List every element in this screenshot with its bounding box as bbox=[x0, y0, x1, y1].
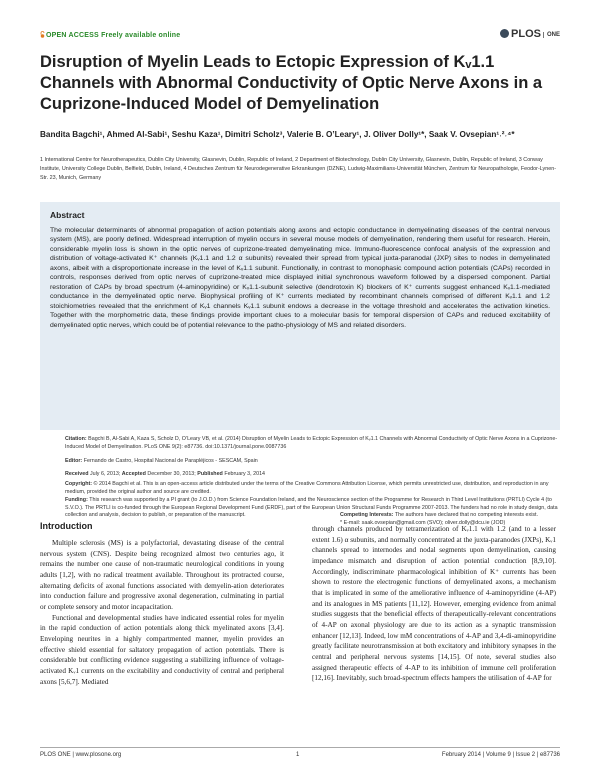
freely-available-label: Freely available online bbox=[101, 32, 181, 39]
editor-text: Fernando de Castro, Hospital Nacional de Parapléjicos - SESCAM, Spain bbox=[83, 458, 258, 464]
published-date: February 3, 2014 bbox=[224, 471, 266, 477]
affiliations: 1 International Centre for Neurotherapeutics, Dublin City University, Glasnevin, Dublin, Republic of Ireland, 2 Department of Biotechnology, Dublin City University, Glasnevin, Dublin, Republic of Ireland, 3 Conway Institute, University College Dublin, Belfield, Dublin, Ireland, 4 Deutsches Zentrum für Neurodegenerative Erkrankungen (DZNE), Ludwig-Maximilians-Universität München, Zentrum für Neuropathologie, Feodor-Lynen-Str. 23, Munich, Germany bbox=[40, 157, 557, 182]
plos-one-logo bbox=[500, 28, 560, 40]
citation-text: Bagchi B, Al-Sabi A, Kaza S, Scholz D, O’Leary VB, et al. (2014) Disruption of Myelin Leads to Ectopic Expression of Kᵥ1.1 Channels with Abnormal Conductivity of Optic Nerve Axons in a Cuprizone-Induced Model of Demyelination. PLoS ONE 9(2): e87736. doi:10.1371/journal.pone.0087736 bbox=[65, 436, 558, 450]
accepted-label: Accepted bbox=[121, 471, 146, 477]
journal-header bbox=[40, 28, 560, 45]
open-access-lock-icon bbox=[40, 31, 45, 38]
citation-block bbox=[65, 436, 560, 451]
editor-label: Editor: bbox=[65, 458, 83, 464]
left-column bbox=[40, 538, 284, 687]
competing-label: Competing Interests: bbox=[340, 512, 394, 518]
plos-label: PLOS bbox=[511, 28, 541, 40]
accepted-date: December 30, 2013; bbox=[147, 471, 196, 477]
intro-paragraph-3: through channels produced by tetramerization of Kᵥ1.1 with 1.2 (and to a lesser extent 1.6) α subunits, and normally concentrated at the juxta-paranodes (JXPs), Kᵥ1 channels spread to internodes and nodal segments upon demyelination, causing impedance mismatch and disruption of action potential conduction [8,9,10]. Accordingly, indiscriminate pharmacological inhibition of K⁺ currents has been shown to restore the electrogenic functions of demyelinated axons, a mechanism that is implicated in some of the ameliorative influence of 4-aminopyridine (4-AP) and its analogues in MS patients [11,12]. However, emerging evidence from animal studies suggests that the beneficial effects of therapeutically-relevant concentrations of 4-AP on axonal physiology are due to its action as a synaptic transmission enhancer [12,13]. Indeed, low mM concentrations of 4-AP and 3,4-di-aminopyridine greatly facilitate neurotransmission at both excitatory and inhibitory synapses in the central and peripheral nervous systems [14,15]. Of note, several studies also assigned therapeutic effects of 4-AP to its inhibition of immune cell proliferation [12,16]. Inevitably, such broad-spectrum effects hampers the utilisation of 4-AP for bbox=[312, 525, 556, 683]
copyright-text: © 2014 Bagchi et al. This is an open-access article distributed under the terms of the Creative Commons Attribution License, which permits unrestricted use, distribution, and reproduction in any medium, provided the original author and source are credited. bbox=[65, 481, 549, 495]
plos-bubble-icon bbox=[500, 29, 509, 38]
author-list: Bandita Bagchi¹, Ahmed Al-Sabi¹, Seshu Kaza¹, Dimitri Scholz³, Valerie B. O’Leary¹, J. Oliver Dolly¹*, Saak V. Ovsepian¹˒²˒⁴* bbox=[40, 130, 515, 139]
article-title: Disruption of Myelin Leads to Ectopic Expression of Kᵥ1.1 Channels with Abnormal Conductivity of Optic Nerve Axons in a Cuprizone-Induced Model of Demyelination bbox=[40, 53, 543, 113]
one-label: ONE bbox=[543, 32, 560, 38]
received-date: July 6, 2013; bbox=[89, 471, 121, 477]
competing-interests-block bbox=[340, 512, 560, 520]
dates-block bbox=[65, 471, 560, 479]
right-column bbox=[312, 524, 556, 684]
access-label: ACCESS bbox=[68, 32, 99, 39]
editor-block bbox=[65, 458, 560, 466]
intro-paragraph-1: Multiple sclerosis (MS) is a polyfactorial, devastating disease of the central nervous system (CNS). Despite being recognized almost two centuries ago, it remains the number one cause of non-traumatic neurological conditions in young adults [1,2], with no radical treatment available. Throughout its protracted course, alternating deficits of axonal functions associated with demyelin-ation deteriorates into conduction failure and progressive axonal degeneration, culminating in partial or complete sensory and motor incapacitation. bbox=[40, 539, 284, 611]
footer-issue: February 2014 | Volume 9 | Issue 2 | e87736 bbox=[441, 752, 560, 758]
funding-text: This research was supported by a PI grant (to J.O.D.) from Science Foundation Ireland, and the Neuroscience section of the Programme for Research in Third Level Institutions (PRTLI) Cycle 4 (to S.V.O.). The PRTLI is co-funded through the European Regional Development Fund (ERDF), part of the European Union Structural Funds Programme 2007-2013. The funders had no role in study design, data collection and analysis, decision to publish, or preparation of the manuscript. bbox=[65, 497, 558, 519]
introduction-heading: Introduction bbox=[40, 521, 93, 531]
copyright-label: Copyright: bbox=[65, 481, 93, 487]
received-label: Received bbox=[65, 471, 89, 477]
intro-paragraph-2: Functional and developmental studies have indicated essential roles for myelin in the rapid conduction of action potentials along thick myelinated axons [3,4]. Enveloping neurites in a highly compartmented manner, myelin provides an effective shield essential for saltatory propagation of action potentials. There is considerable but conflicting evidence suggesting a stabilizing influence of voltage-activated Kᵥ1 currents on the excitability and conductivity of central and peripheral axons [5,6,7]. Mediated bbox=[40, 613, 284, 686]
open-access-badge bbox=[40, 31, 180, 39]
abstract-text: The molecular determinants of abnormal propagation of action potentials along axons and ectopic conductance in demyelinating diseases of the central nervous system (MS), are poorly defined. Widespread interruption of myelin occurs in several mouse models of demyelination, rendering them useful for research. Herein, considerable myelin loss is shown in the optic nerves of cuprizone-treated demyelinating mice. Immuno-fluorescence confocal analysis of the expression and distribution of voltage-activated K⁺ channels (Kᵥ1.1 and 1.2 α subunits) revealed their spread from typical juxta-paranodal (JXP) sites to nodes in demyelinated axons, albeit with a disproportionate increase in the level of Kᵥ1.1 subunit. Functionally, in contrast to monophasic compound action potentials (CAPs) recorded in controls, responses derived from optic nerves of cuprizone-treated mice displayed initial synchronous waveform followed by a dispersed component. Partial restoration of CAPs by broad spectrum (4-aminopyridine) or Kᵥ1.1-subunit selective (dendrotoxin K) blockers of K⁺ currents suggest enhanced Kᵥ1.1-mediated conductance in the demyelinated optic nerve. Biophysical profiling of K⁺ currents mediated by recombinant channels comprised of different Kᵥ1.1 and 1.2 stoichiometries revealed that the enrichment of Kᵥ1 channels Kᵥ1.1 subunit endows a decrease in the voltage threshold and accelerates the activation kinetics. Together with the morphometric data, these findings provide important clues to a molecular basis for temporal dispersion of CAPs and reduced excitability of demyelinated optic nerves, which could be of potential relevance to the patho-physiology of MS and related disorders. bbox=[50, 227, 550, 329]
copyright-block bbox=[65, 481, 560, 496]
footer-rule bbox=[40, 747, 560, 748]
competing-text: The authors have declared that no competing interests exist. bbox=[394, 512, 539, 518]
footer-journal-site: PLOS ONE | www.plosone.org bbox=[40, 752, 122, 758]
citation-label: Citation: bbox=[65, 436, 87, 442]
corresponding-email: * E-mail: saak.ovsepian@gmail.com (SVO); oliver.dolly@dcu.ie (JOD) bbox=[340, 520, 506, 526]
open-access-label: OPEN bbox=[46, 32, 67, 39]
abstract-box bbox=[40, 202, 560, 430]
footer-page-number: 1 bbox=[296, 752, 300, 758]
funding-label: Funding: bbox=[65, 497, 88, 503]
abstract-heading: Abstract bbox=[50, 210, 85, 220]
published-label: Published bbox=[197, 471, 223, 477]
